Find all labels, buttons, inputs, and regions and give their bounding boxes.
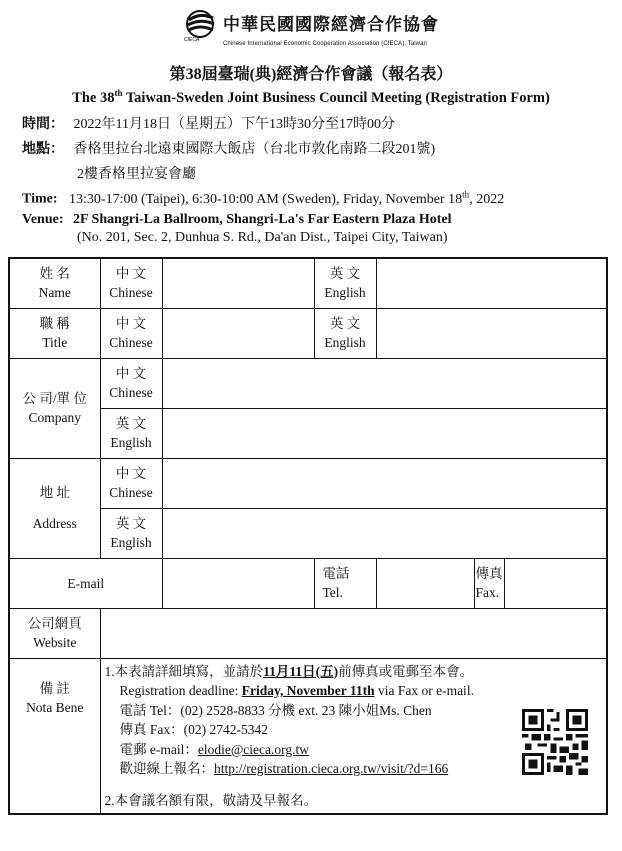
name-english-label: 英 文 English xyxy=(314,258,376,308)
venue-zh-label: 地點： xyxy=(22,142,64,157)
address-english-field[interactable] xyxy=(162,508,607,558)
company-chinese-field[interactable] xyxy=(162,358,607,408)
time-zh-label: 時間： xyxy=(22,117,64,132)
fax-field[interactable] xyxy=(504,558,607,608)
note-online: 歡迎線上報名：http://registration.cieca.org.tw/visit/?d=166 xyxy=(119,761,449,776)
company-english-field[interactable] xyxy=(162,408,607,458)
email-field[interactable] xyxy=(162,558,314,608)
name-label: 姓 名 Name xyxy=(9,258,100,308)
time-en-value: 13:30-17:00 (Taipei), 6:30-10:00 AM (Sweden), Friday, November 18th, 2022 xyxy=(69,189,505,207)
note-1: 1.本表請詳細填寫，並請於11月11日(五)前傳真或電郵至本會。 xyxy=(104,663,474,679)
address-chinese-field[interactable] xyxy=(162,458,607,508)
venue-zh-value-2: 2樓香格里拉宴會廳 xyxy=(77,167,196,182)
registration-form xyxy=(8,257,608,815)
time-zh-value: 2022年11月18日（星期五）下午13時30分至17時00分 xyxy=(73,117,395,132)
org-name-zh: 中華民國國際經濟合作協會 xyxy=(223,15,439,34)
venue-zh-row xyxy=(22,138,435,158)
qr-code-icon[interactable] xyxy=(522,709,588,775)
address-label: 地 址 Address xyxy=(9,458,100,558)
note-email: 電郵 e-mail：elodie@cieca.org.tw xyxy=(119,741,309,757)
address-chinese-label: 中 文 Chinese xyxy=(100,458,162,508)
cieca-logo-icon xyxy=(183,8,223,42)
title-label: 職 稱 Title xyxy=(9,308,100,358)
venue-en-value: 2F Shangri-La Ballroom, Shangri-La's Far Eastern Plaza Hotel xyxy=(73,212,452,227)
note-tel: 電話 Tel：(02) 2528-8833 分機 ext. 23 陳小姐Ms. Chen xyxy=(119,702,432,718)
time-en-label: Time: xyxy=(22,191,58,207)
title-chinese-field[interactable] xyxy=(162,308,314,358)
company-label: 公 司/單 位 Company xyxy=(9,358,100,458)
tel-label: 電話 Tel. xyxy=(314,558,376,608)
tel-field[interactable] xyxy=(376,558,474,608)
notes-content xyxy=(100,658,607,814)
venue-en-address: (No. 201, Sec. 2, Dunhua S. Rd., Da'an Dist., Taipei City, Taiwan) xyxy=(77,230,448,245)
venue-zh-value: 香格里拉台北遠東國際大飯店（台北市敦化南路二段201號) xyxy=(73,142,436,157)
title-english-field[interactable] xyxy=(376,308,607,358)
org-logo xyxy=(183,8,443,50)
website-field[interactable] xyxy=(100,608,607,658)
form-title-en: The 38th Taiwan-Sweden Joint Business Council Meeting (Registration Form) xyxy=(72,88,550,106)
company-english-label: 英 文 English xyxy=(100,408,162,458)
note-2: 2.本會議名額有限，敬請及早報名。 xyxy=(104,792,318,808)
venue-en-row xyxy=(22,212,452,228)
time-en-row xyxy=(22,189,504,208)
name-chinese-label: 中 文 Chinese xyxy=(100,258,162,308)
venue-en-label: Venue: xyxy=(22,212,64,227)
registration-link[interactable]: http://registration.cieca.org.tw/visit/?d=166 xyxy=(214,761,449,776)
name-english-field[interactable] xyxy=(376,258,607,308)
note-deadline: Registration deadline: Friday, November 11th via Fax or e-mail. xyxy=(119,683,474,698)
fax-label: 傳真 Fax. xyxy=(474,558,504,608)
address-english-label: 英 文 English xyxy=(100,508,162,558)
company-chinese-label: 中 文 Chinese xyxy=(100,358,162,408)
svg-text:CIECA: CIECA xyxy=(184,37,200,42)
name-chinese-field[interactable] xyxy=(162,258,314,308)
title-english-label: 英 文 English xyxy=(314,308,376,358)
form-title-zh: 第38屆臺瑞(典)經濟合作會議（報名表） xyxy=(169,66,453,83)
email-label: E-mail xyxy=(9,558,162,608)
title-chinese-label: 中 文 Chinese xyxy=(100,308,162,358)
website-label: 公司網頁 Website xyxy=(9,608,100,658)
notes-label: 備 註 Nota Bene xyxy=(9,658,100,814)
org-name-en: Chinese International Economic Cooperation Association (CIECA), Taiwan xyxy=(223,41,427,47)
note-fax: 傳真 Fax：(02) 2742-5342 xyxy=(119,722,268,737)
email-link[interactable]: elodie@cieca.org.tw xyxy=(197,741,309,757)
time-zh-row xyxy=(22,113,395,133)
